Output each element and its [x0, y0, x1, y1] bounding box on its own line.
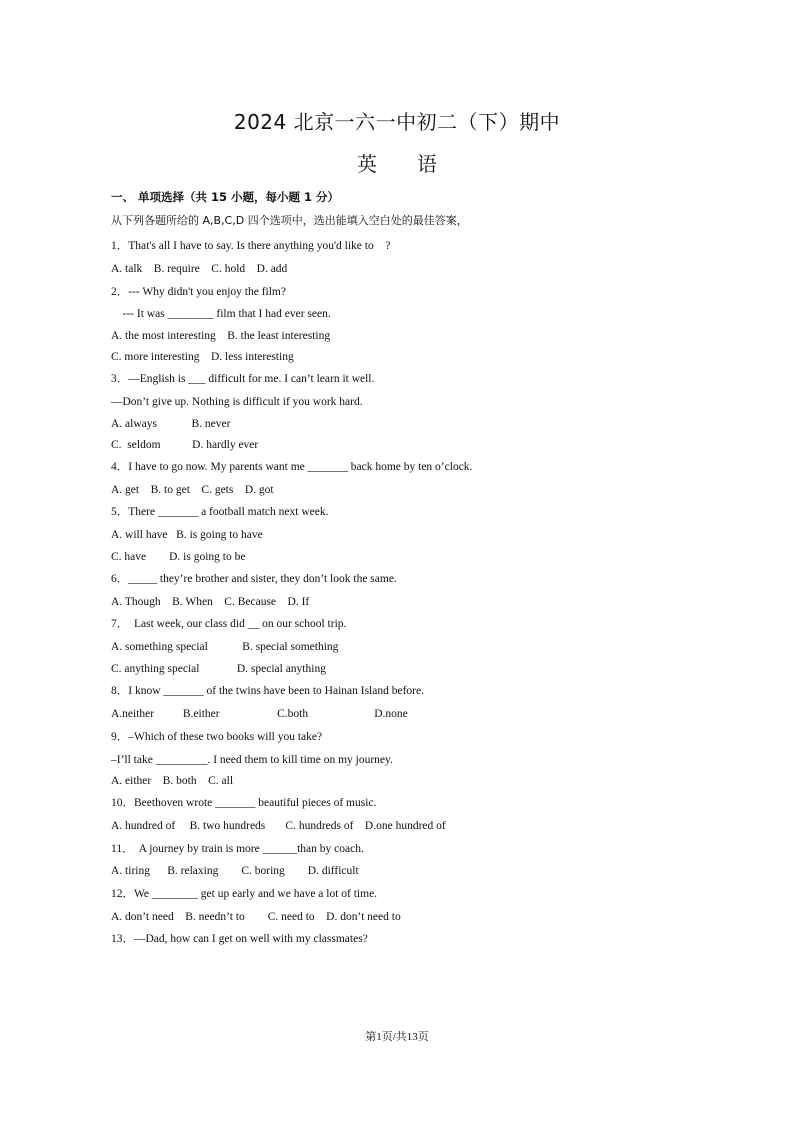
- question-line: 5．There _______ a football match next week.: [111, 506, 329, 518]
- question-line: 11． A journey by train is more ______than by coach.: [111, 843, 364, 855]
- question-line: 13．—Dad, how can I get on well with my classmates?: [111, 933, 368, 945]
- question-line: 10．Beethoven wrote _______ beautiful pieces of music.: [111, 797, 377, 809]
- question-line: A. the most interesting B. the least interesting: [111, 330, 331, 342]
- question-line: C. more interesting D. less interesting: [111, 351, 294, 363]
- question-line: A. Though B. When C. Because D. If: [111, 596, 310, 608]
- section-heading: 一、 单项选择（共 15 小题，每小题 1 分）: [111, 190, 340, 204]
- question-line: A. hundred of B. two hundreds C. hundreds of D.one hundred of: [111, 820, 446, 832]
- question-line: 4．I have to go now. My parents want me _______ back home by ten o’clock.: [111, 461, 473, 473]
- question-line: A. get B. to get C. gets D. got: [111, 484, 274, 496]
- question-line: A. either B. both C. all: [111, 775, 234, 787]
- question-line: A. talk B. require C. hold D. add: [111, 263, 288, 275]
- question-line: A. something special B. special something: [111, 641, 339, 653]
- section-instruction: 从下列各题所给的 A,B,C,D 四个选项中，选出能填入空白处的最佳答案，: [111, 214, 468, 227]
- question-line: C. anything special D. special anything: [111, 663, 326, 675]
- question-line: 9．–Which of these two books will you take?: [111, 731, 323, 743]
- question-line: A. tiring B. relaxing C. boring D. difficult: [111, 865, 359, 877]
- question-line: C. seldom D. hardly ever: [111, 439, 259, 451]
- question-line: A. always B. never: [111, 418, 231, 430]
- question-line: 12．We ________ get up early and we have a lot of time.: [111, 888, 378, 900]
- question-line: 6．_____ they’re brother and sister, they don’t look the same.: [111, 573, 397, 585]
- question-line: 3．—English is ___ difficult for me. I can’t learn it well.: [111, 373, 375, 385]
- question-line: A. will have B. is going to have: [111, 529, 263, 541]
- subject-title: 英语: [357, 152, 477, 176]
- question-line: A. don’t need B. needn’t to C. need to D. don’t need to: [111, 911, 401, 923]
- question-line: A.neither B.either C.both D.none: [111, 708, 408, 720]
- page-title: 2024 北京一六一中初二（下）期中: [233, 110, 561, 134]
- question-line: 7． Last week, our class did __ on our school trip.: [111, 618, 347, 630]
- question-line: 1．That's all I have to say. Is there anything you'd like to ?: [111, 240, 391, 252]
- question-line: C. have D. is going to be: [111, 551, 246, 563]
- question-line: --- It was ________ film that I had ever seen.: [111, 308, 331, 320]
- question-line: —Don’t give up. Nothing is difficult if you work hard.: [111, 396, 363, 408]
- page-number: 第1页/共13页: [365, 1031, 429, 1043]
- question-line: 2．--- Why didn't you enjoy the film?: [111, 286, 286, 298]
- question-line: 8．I know _______ of the twins have been to Hainan Island before.: [111, 685, 424, 697]
- question-line: –I’ll take _________. I need them to kill time on my journey.: [111, 754, 393, 766]
